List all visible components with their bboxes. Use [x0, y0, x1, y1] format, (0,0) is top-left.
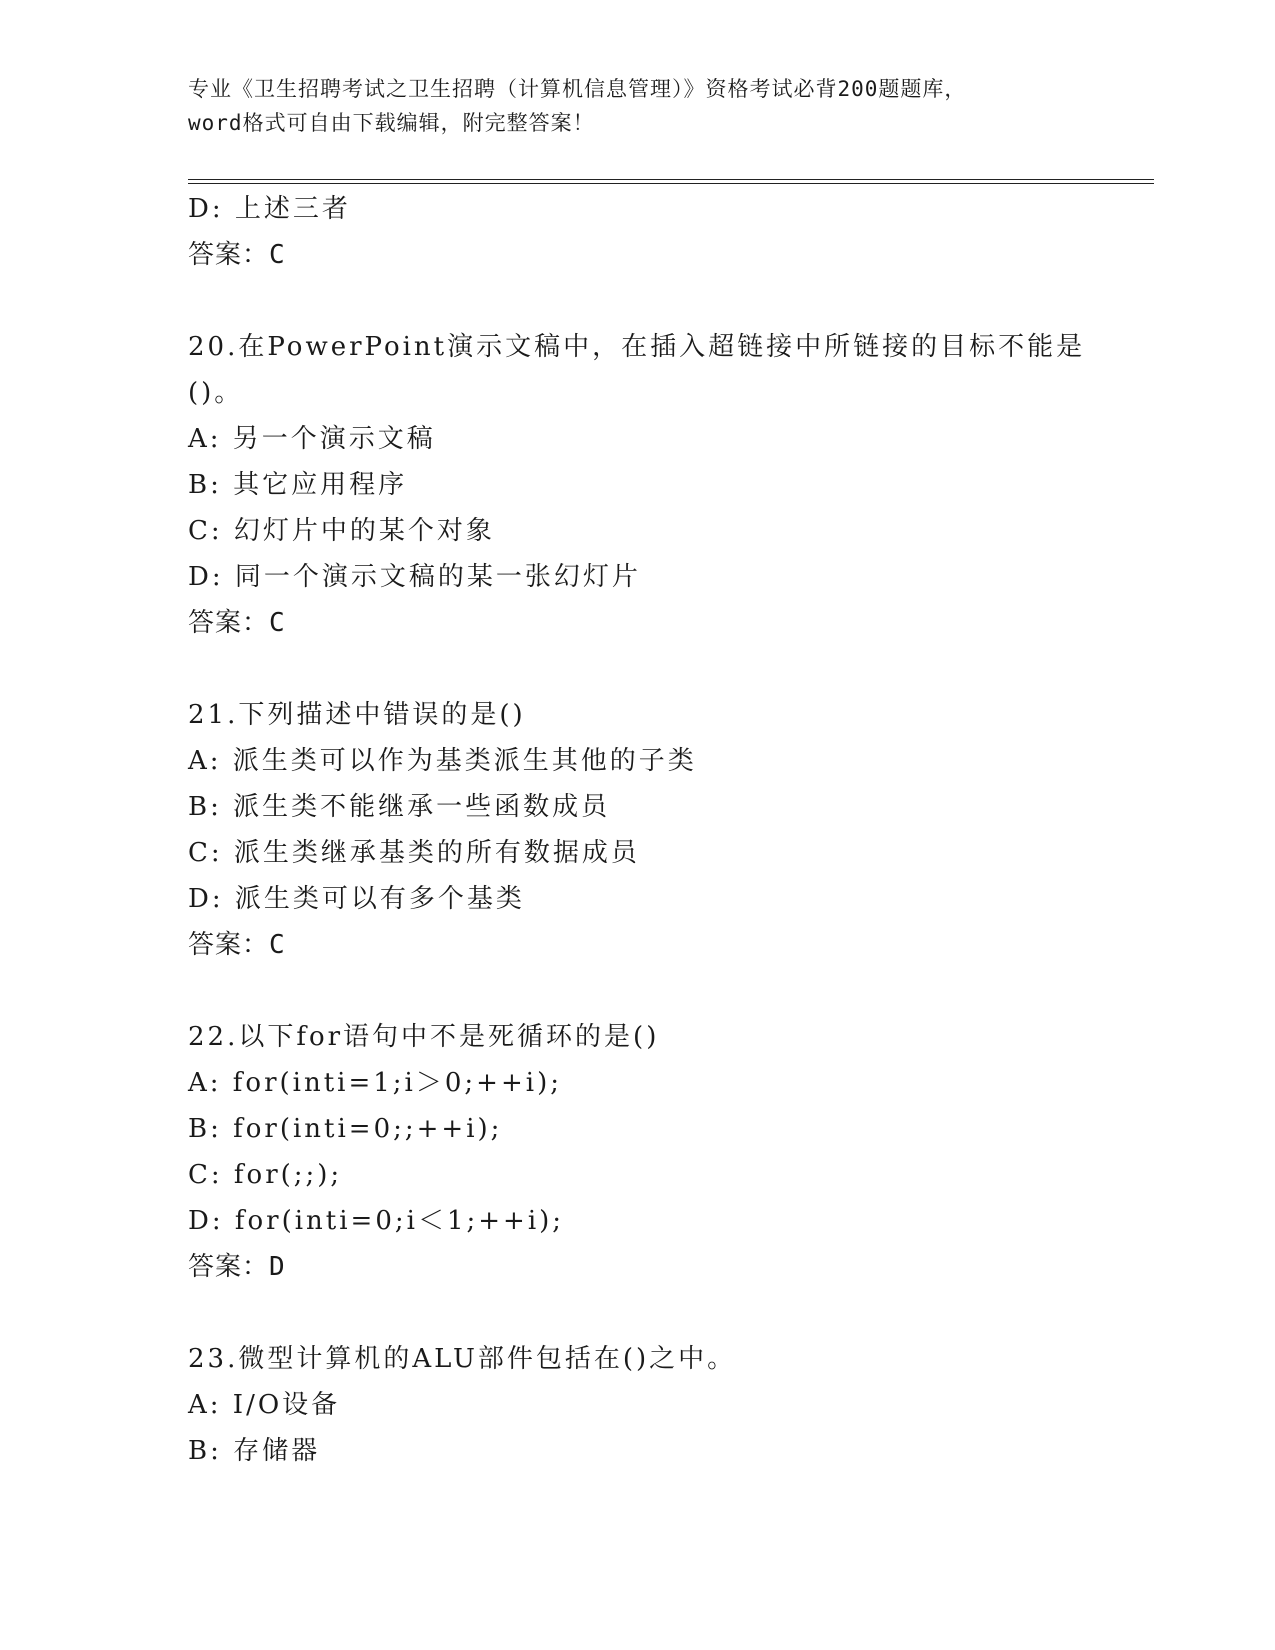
spacer	[188, 646, 1148, 692]
spacer	[188, 278, 1148, 324]
question-block-21	[188, 692, 1148, 968]
option-a: A: for(inti=1;i＞0;++i);	[188, 1068, 562, 1098]
option-b: B: for(inti=0;;++i);	[188, 1114, 503, 1144]
header-divider-top	[188, 179, 1154, 180]
option-d: D: 派生类可以有多个基类	[188, 884, 525, 914]
option-c: C: 派生类继承基类的所有数据成员	[188, 838, 640, 868]
answer-line: 答案：C	[188, 240, 286, 270]
spacer	[188, 968, 1148, 1014]
question-text-continued: ()。	[188, 378, 244, 408]
question-block-19	[188, 186, 1148, 278]
page-header	[188, 72, 1088, 140]
option-a: A: 派生类可以作为基类派生其他的子类	[188, 746, 697, 776]
question-text: 22.以下for语句中不是死循环的是()	[188, 1022, 660, 1052]
question-text: 20.在PowerPoint演示文稿中，在插入超链接中所链接的目标不能是	[188, 332, 1086, 362]
question-text: 23.微型计算机的ALU部件包括在()之中。	[188, 1344, 737, 1374]
header-line-2: word格式可自由下载编辑，附完整答案！	[188, 111, 595, 135]
option-b: B: 存储器	[188, 1436, 321, 1466]
option-b: B: 其它应用程序	[188, 470, 408, 500]
answer-line: 答案：D	[188, 1252, 286, 1282]
option-d: D: 上述三者	[188, 194, 351, 224]
question-block-23	[188, 1336, 1148, 1474]
question-text: 21.下列描述中错误的是()	[188, 700, 526, 730]
header-line-1: 专业《卫生招聘考试之卫生招聘（计算机信息管理）》资格考试必背200题题库，	[188, 77, 967, 101]
question-block-22	[188, 1014, 1148, 1290]
spacer	[188, 1290, 1148, 1336]
question-block-20	[188, 324, 1148, 646]
option-d: D: 同一个演示文稿的某一张幻灯片	[188, 562, 641, 592]
option-a: A: I/O设备	[188, 1390, 341, 1420]
option-a: A: 另一个演示文稿	[188, 424, 436, 454]
question-content	[188, 186, 1148, 1474]
header-divider-bottom	[188, 183, 1154, 184]
answer-line: 答案：C	[188, 608, 286, 638]
option-c: C: 幻灯片中的某个对象	[188, 516, 495, 546]
answer-line: 答案：C	[188, 930, 286, 960]
option-d: D: for(inti=0;i＜1;++i);	[188, 1206, 565, 1236]
option-b: B: 派生类不能继承一些函数成员	[188, 792, 611, 822]
option-c: C: for(;;);	[188, 1160, 343, 1190]
